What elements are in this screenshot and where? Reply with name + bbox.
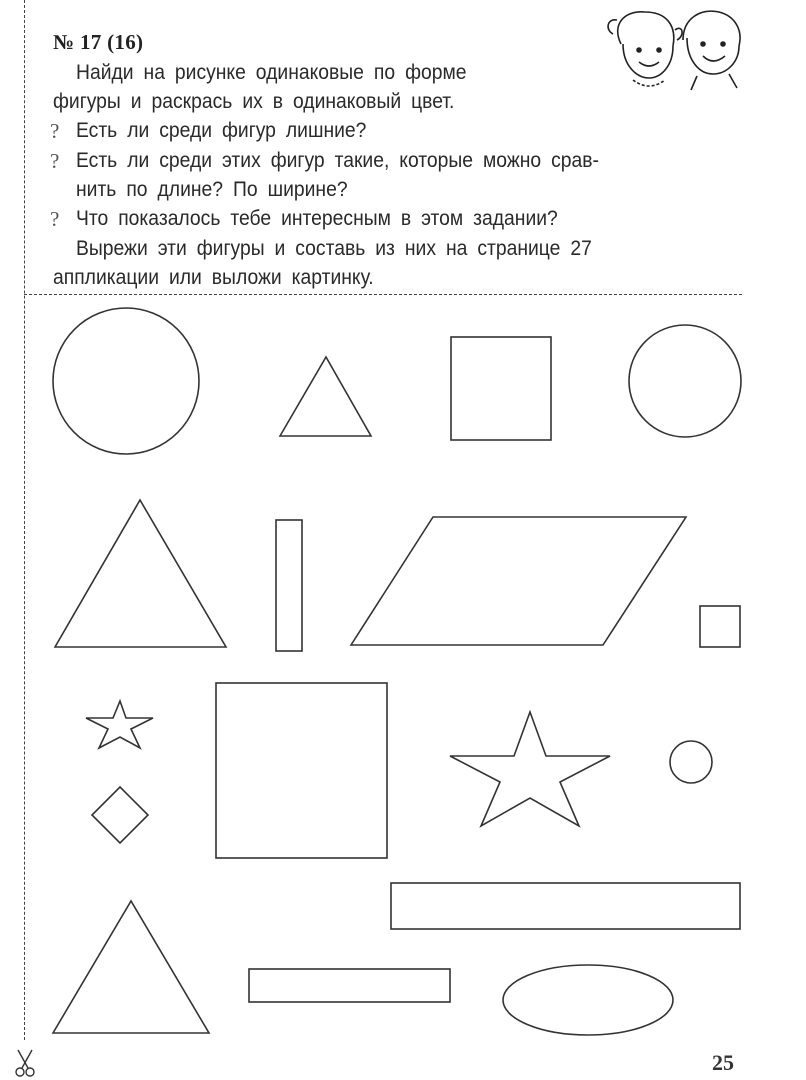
thin-vertical-rectangle[interactable] [276, 520, 302, 651]
rhombus[interactable] [92, 787, 148, 843]
small-star[interactable] [86, 701, 153, 748]
large-triangle[interactable] [55, 500, 226, 647]
small-circle[interactable] [670, 741, 712, 783]
question-2-line-1: Есть ли среди этих фигур такие, которые можно срав- [76, 149, 599, 172]
question-2-line-2: нить по длине? По ширине? [76, 178, 348, 201]
instruction-line-1: Найди на рисунке одинаковые по форме [76, 61, 467, 84]
bottom-triangle[interactable] [53, 901, 209, 1033]
large-star[interactable] [450, 712, 610, 826]
task-line-2: аппликации или выложи картинку. [53, 266, 374, 289]
parallelogram[interactable] [351, 517, 686, 645]
long-rectangle[interactable] [391, 883, 740, 929]
scissors-icon [14, 1048, 36, 1078]
question-mark-icon: ? [50, 119, 60, 143]
medium-rectangle[interactable] [249, 969, 450, 1002]
large-square[interactable] [216, 683, 387, 858]
instruction-line-2: фигуры и раскрась их в одинаковый цвет. [53, 90, 455, 113]
exercise-number: № 17 (16) [53, 30, 144, 54]
medium-circle[interactable] [629, 325, 741, 437]
question-1: Есть ли среди фигур лишние? [76, 119, 367, 142]
oval[interactable] [503, 965, 673, 1035]
large-circle[interactable] [53, 308, 199, 454]
page-number: 25 [712, 1050, 734, 1075]
question-3: Что показалось тебе интересным в этом задании? [76, 207, 558, 230]
question-mark-icon: ? [50, 207, 60, 231]
medium-square[interactable] [451, 337, 551, 440]
question-mark-icon: ? [50, 149, 60, 173]
small-square[interactable] [700, 606, 740, 647]
small-triangle[interactable] [280, 357, 371, 436]
task-line-1: Вырежи эти фигуры и составь из них на странице 27 [76, 237, 592, 260]
